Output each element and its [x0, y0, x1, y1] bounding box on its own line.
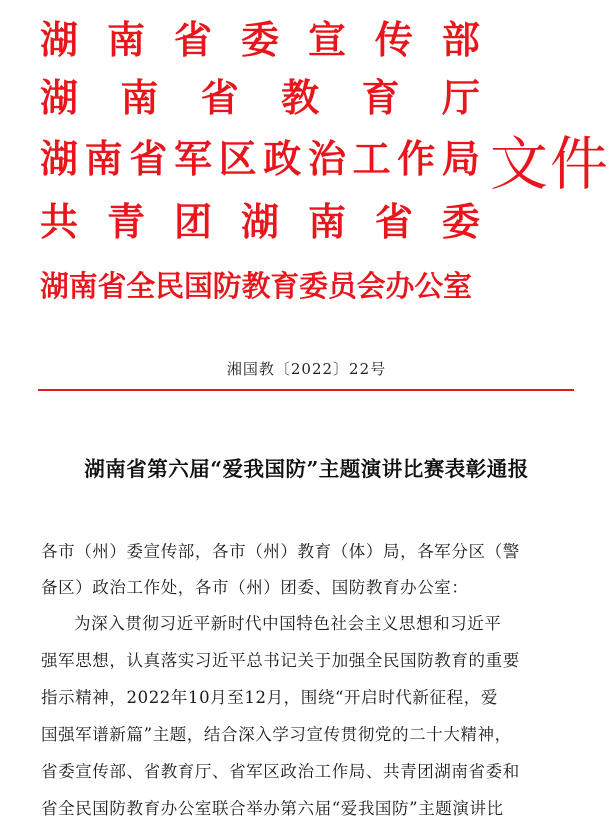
issuer-character: 湖	[40, 18, 79, 62]
paragraph-line: 为深入贯彻习近平新时代中国特色社会主义思想和习近平	[74, 614, 502, 633]
issuer-character: 局	[441, 137, 480, 181]
issuer-character: 湖	[40, 137, 79, 181]
issuer-character: 区	[218, 137, 257, 181]
issuer-character: 省	[173, 18, 212, 62]
paragraph-line: 省全民国防教育办公室联合举办第六届“爱我国防”主题演讲比	[41, 799, 504, 818]
issuer-character: 治	[307, 137, 346, 181]
issuer-national-defense-office: 湖南省全民国防教育委员会办公室	[40, 269, 472, 303]
issuer-character: 作	[397, 137, 436, 181]
issuer-character: 省	[129, 137, 168, 181]
issuer-character: 工	[352, 137, 391, 181]
issuer-education-dept	[40, 76, 480, 120]
issuer-character: 部	[441, 18, 480, 62]
paragraph-line: 国强军谱新篇”主题，结合深入学习宣传贯彻党的二十大精神，	[41, 725, 512, 744]
issuer-provincial-propaganda-dept	[40, 18, 480, 62]
issuer-character: 宣	[307, 18, 346, 62]
issuer-character: 厅	[441, 76, 480, 120]
issuer-character: 教	[281, 76, 320, 120]
issuer-character: 南	[307, 200, 346, 244]
issuer-character: 南	[120, 76, 159, 120]
paragraph-line: 指示精神，2022年10月至12月，围绕“开启时代新征程，爱	[41, 688, 498, 707]
issuer-character: 委	[240, 18, 279, 62]
issuer-character: 共	[40, 200, 79, 244]
issuer-youth-league	[40, 200, 480, 244]
issuer-character: 团	[173, 200, 212, 244]
issuer-character: 湖	[40, 76, 79, 120]
paragraph-line: 强军思想，认真落实习近平总书记关于加强全民国防教育的重要	[41, 651, 520, 670]
document-type-label: 文件	[490, 130, 611, 198]
issuer-character: 育	[361, 76, 400, 120]
issuer-character: 政	[263, 137, 302, 181]
issuer-character: 军	[173, 137, 212, 181]
issuer-character: 青	[106, 200, 145, 244]
issuer-character: 南	[84, 137, 123, 181]
document-number: 湘国教〔2022〕22号	[226, 360, 387, 378]
issuer-character: 省	[200, 76, 239, 120]
red-divider-line	[38, 389, 574, 391]
issuer-character: 南	[106, 18, 145, 62]
document-title: 湖南省第六届“爱我国防”主题演讲比赛表彰通报	[84, 457, 529, 481]
paragraph-line: 省委宣传部、省教育厅、省军区政治工作局、共青团湖南省委和	[41, 762, 520, 781]
issuer-character: 传	[374, 18, 413, 62]
issuer-military-political-bureau	[40, 137, 480, 181]
issuer-character: 省	[374, 200, 413, 244]
addressee-line: 备区）政治工作处，各市（州）团委、国防教育办公室：	[41, 578, 469, 597]
issuer-character: 湖	[240, 200, 279, 244]
issuer-character: 委	[441, 200, 480, 244]
addressee-line: 各市（州）委宣传部，各市（州）教育（体）局，各军分区（警	[41, 542, 520, 561]
